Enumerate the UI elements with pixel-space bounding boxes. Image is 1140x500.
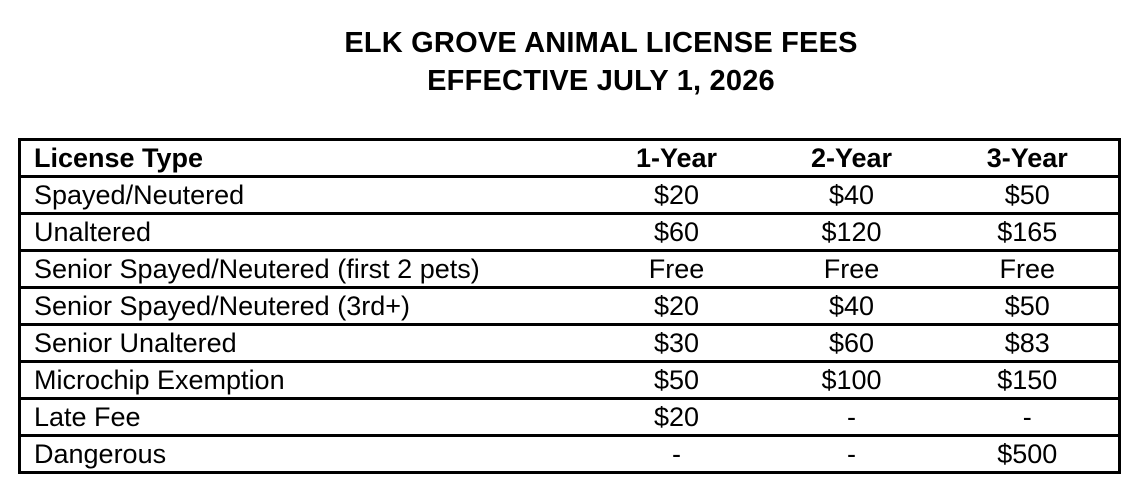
column-header-3-year: 3-Year	[937, 140, 1120, 177]
fee-cell-1year: $20	[587, 399, 767, 436]
license-fees-table	[18, 138, 1121, 474]
table-row	[20, 214, 1120, 251]
fee-cell-3year: Free	[937, 251, 1120, 288]
table-row	[20, 251, 1120, 288]
title-line-2: EFFECTIVE JULY 1, 2026	[427, 65, 775, 97]
column-header-license-type: License Type	[20, 140, 587, 177]
fee-cell-1year: -	[587, 436, 767, 473]
fee-cell-2year: $40	[767, 177, 937, 214]
fee-cell-3year: -	[937, 399, 1120, 436]
fee-cell-2year: Free	[767, 251, 937, 288]
fee-cell-2year: $40	[767, 288, 937, 325]
title-line-1: ELK GROVE ANIMAL LICENSE FEES	[344, 27, 858, 59]
fee-cell-3year: $50	[937, 288, 1120, 325]
license-type-cell: Senior Spayed/Neutered (first 2 pets)	[20, 251, 587, 288]
license-type-cell: Microchip Exemption	[20, 362, 587, 399]
fee-cell-1year: $20	[587, 288, 767, 325]
document-title	[344, 24, 857, 100]
fee-cell-1year: $30	[587, 325, 767, 362]
fee-cell-3year: $150	[937, 362, 1120, 399]
license-type-cell: Senior Spayed/Neutered (3rd+)	[20, 288, 587, 325]
license-type-cell: Dangerous	[20, 436, 587, 473]
license-type-cell: Unaltered	[20, 214, 587, 251]
license-type-cell: Senior Unaltered	[20, 325, 587, 362]
fee-cell-3year: $165	[937, 214, 1120, 251]
fee-cell-2year: $120	[767, 214, 937, 251]
fee-cell-1year: $60	[587, 214, 767, 251]
table-row	[20, 399, 1120, 436]
fee-cell-2year: -	[767, 436, 937, 473]
fee-cell-3year: $500	[937, 436, 1120, 473]
fee-cell-2year: -	[767, 399, 937, 436]
fee-cell-2year: $100	[767, 362, 937, 399]
license-type-cell: Late Fee	[20, 399, 587, 436]
column-header-2-year: 2-Year	[767, 140, 937, 177]
fee-cell-3year: $83	[937, 325, 1120, 362]
license-type-cell: Spayed/Neutered	[20, 177, 587, 214]
table-row	[20, 436, 1120, 473]
table-row	[20, 288, 1120, 325]
fee-cell-2year: $60	[767, 325, 937, 362]
fee-cell-3year: $50	[937, 177, 1120, 214]
fee-cell-1year: $50	[587, 362, 767, 399]
table-row	[20, 325, 1120, 362]
fee-cell-1year: $20	[587, 177, 767, 214]
column-header-1-year: 1-Year	[587, 140, 767, 177]
fee-cell-1year: Free	[587, 251, 767, 288]
table-header-row	[20, 140, 1120, 177]
table-row	[20, 177, 1120, 214]
table-row	[20, 362, 1120, 399]
